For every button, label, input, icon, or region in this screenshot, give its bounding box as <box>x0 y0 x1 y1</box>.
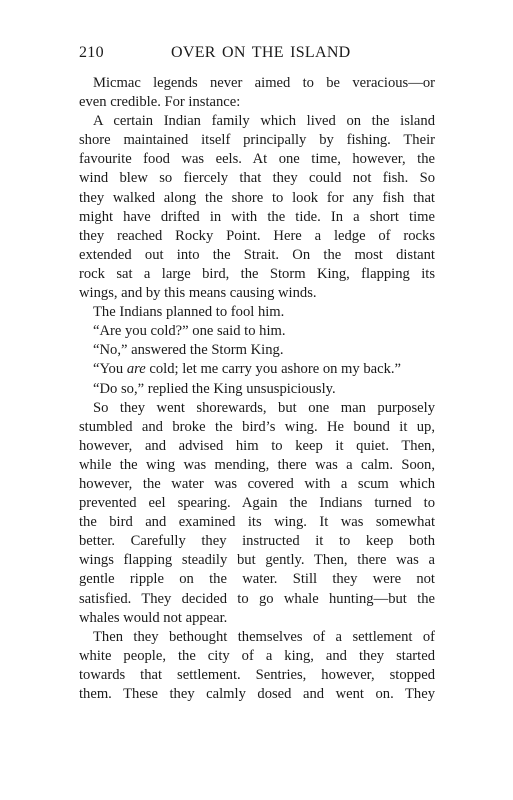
text-line: better. Carefully they instructed it to keep both <box>79 533 435 550</box>
text-line: “Are you cold?” one said to him. <box>93 323 286 340</box>
text-line: “Do so,” replied the King unsuspiciously. <box>93 380 336 397</box>
text-line: them. These they calmly dosed and went on. They <box>79 686 435 702</box>
text-line: rock sat a large bird, the Storm King, flapping its <box>79 265 435 282</box>
text-line: shore maintained itself principally by fishing. Their <box>79 132 435 149</box>
text-line: favourite food was eels. At one time, however, the <box>79 151 435 168</box>
text-line: “You are cold; let me carry you ashore on my back.” <box>93 361 402 378</box>
text-line: however, and advised him to keep it quiet. Then, <box>79 437 435 454</box>
text-line: gentle ripple on the water. Still they were not <box>79 571 435 588</box>
page-number: 210 <box>79 44 104 61</box>
text-line: while the wing was mending, there was a calm. Soon, <box>79 456 435 473</box>
book-page <box>79 44 435 704</box>
text-line: wings flapping steadily but gently. Then, there was a <box>79 552 435 569</box>
text-line: might have drifted in with the tide. In a short time <box>79 208 435 225</box>
page-header <box>79 44 435 70</box>
text-line: towards that settlement. Sentries, however, stopped <box>79 666 435 683</box>
text-line: prevented eel spearing. Again the Indians turned to <box>79 495 435 512</box>
text-line: whales would not appear. <box>79 609 228 626</box>
text-line: “No,” answered the Storm King. <box>93 342 284 359</box>
running-head: OVER ON THE ISLAND <box>171 44 351 61</box>
text-line: they walked along the shore to look for any fish that <box>79 189 435 206</box>
text-line: wings, and by this means causing winds. <box>79 285 317 302</box>
text-line: however, the water was covered with a scum which <box>79 475 435 492</box>
text-line: satisfied. They decided to go whale hunting—but the <box>79 590 435 607</box>
page-body <box>79 74 435 704</box>
emphasis: are <box>126 361 146 378</box>
text-line: white people, the city of a king, and they started <box>79 647 435 664</box>
text-line: they reached Rocky Point. Here a ledge of rocks <box>79 227 435 244</box>
text-line: stumbled and broke the bird’s wing. He bound it up, <box>79 418 435 435</box>
text-line: So they went shorewards, but one man purposely <box>93 399 435 416</box>
text-line: Micmac legends never aimed to be veracious—or <box>93 75 435 91</box>
text-line: wind blew so fiercely that they could not fish. So <box>79 170 435 187</box>
text-line: extended out into the Strait. On the most distant <box>79 246 435 263</box>
text-line: The Indians planned to fool him. <box>93 304 285 321</box>
text-line: even credible. For instance: <box>79 94 241 111</box>
text-line: A certain Indian family which lived on the island <box>93 113 435 130</box>
text-line: Then they bethought themselves of a settlement of <box>93 628 435 645</box>
text-line: the bird and examined its wing. It was somewhat <box>79 514 435 531</box>
